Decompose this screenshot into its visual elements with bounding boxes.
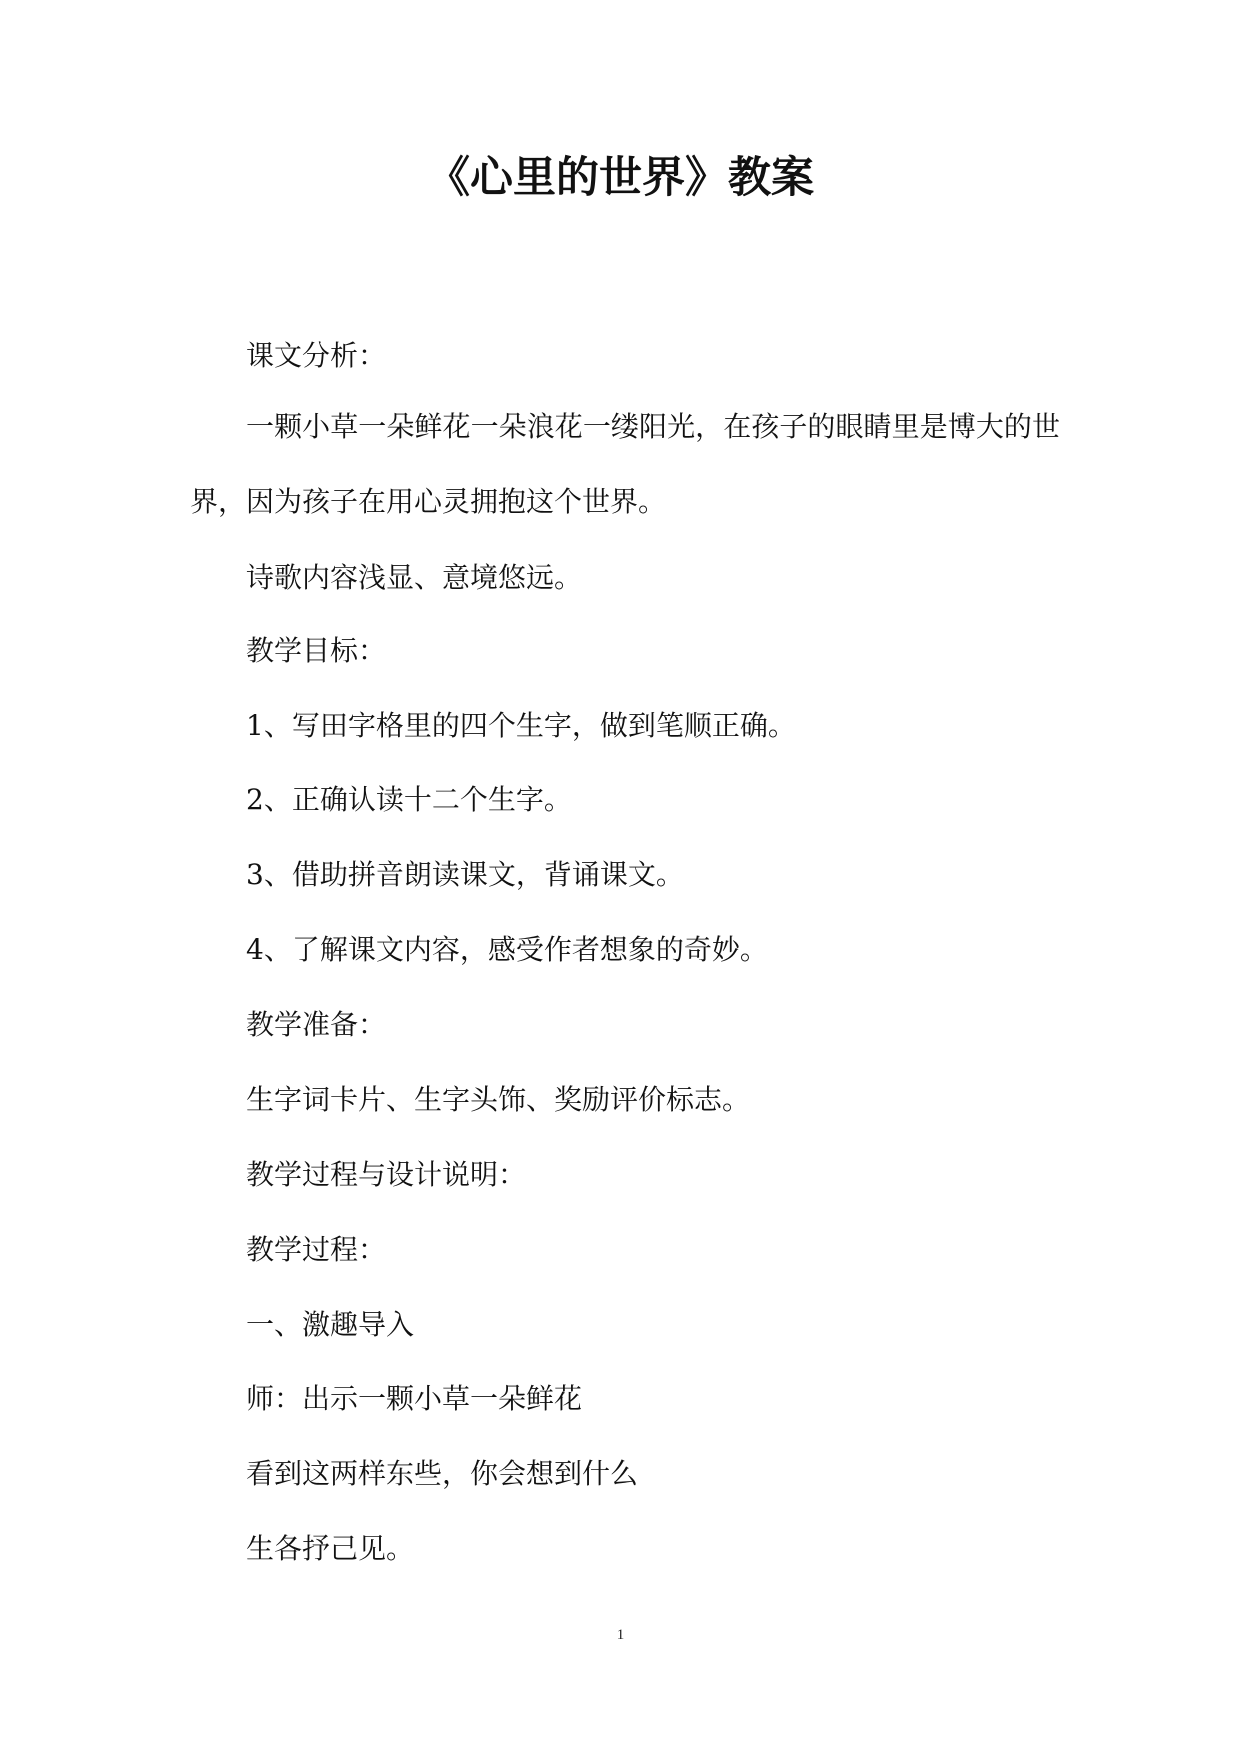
page-number: 1 bbox=[616, 1627, 625, 1643]
paragraph-process-design-heading: 教学过程与设计说明： bbox=[246, 1158, 527, 1191]
document-title: 《心里的世界》教案 bbox=[427, 153, 814, 203]
paragraph-students-respond: 生各抒己见。 bbox=[246, 1532, 415, 1565]
paragraph-poem-summary: 诗歌内容浅显、意境悠远。 bbox=[246, 561, 583, 594]
paragraph-objectives-heading: 教学目标： bbox=[246, 634, 387, 667]
paragraph-process-heading: 教学过程： bbox=[246, 1233, 387, 1266]
objective-item-3: 3、借助拼音朗读课文，背诵课文。 bbox=[246, 858, 684, 891]
paragraph-preparation-heading: 教学准备： bbox=[246, 1008, 387, 1041]
section-heading-intro: 一、激趣导入 bbox=[246, 1308, 415, 1341]
paragraph-text-analysis-heading: 课文分析： bbox=[246, 339, 387, 372]
paragraph-preparation: 生字词卡片、生字头饰、奖励评价标志。 bbox=[246, 1083, 751, 1116]
paragraph-question: 看到这两样东些，你会想到什么 bbox=[246, 1457, 639, 1490]
paragraph-text-analysis: 一颗小草一朵鲜花一朵浪花一缕阳光，在孩子的眼睛里是博大的世界，因为孩子在用心灵拥抱这个世界。 bbox=[190, 410, 1060, 518]
objective-item-1: 1、写田字格里的四个生字，做到笔顺正确。 bbox=[246, 709, 796, 742]
paragraph-teacher-shows: 师：出示一颗小草一朵鲜花 bbox=[246, 1382, 583, 1415]
objective-item-4: 4、了解课文内容，感受作者想象的奇妙。 bbox=[246, 933, 768, 966]
objective-item-2: 2、正确认读十二个生字。 bbox=[246, 783, 572, 816]
